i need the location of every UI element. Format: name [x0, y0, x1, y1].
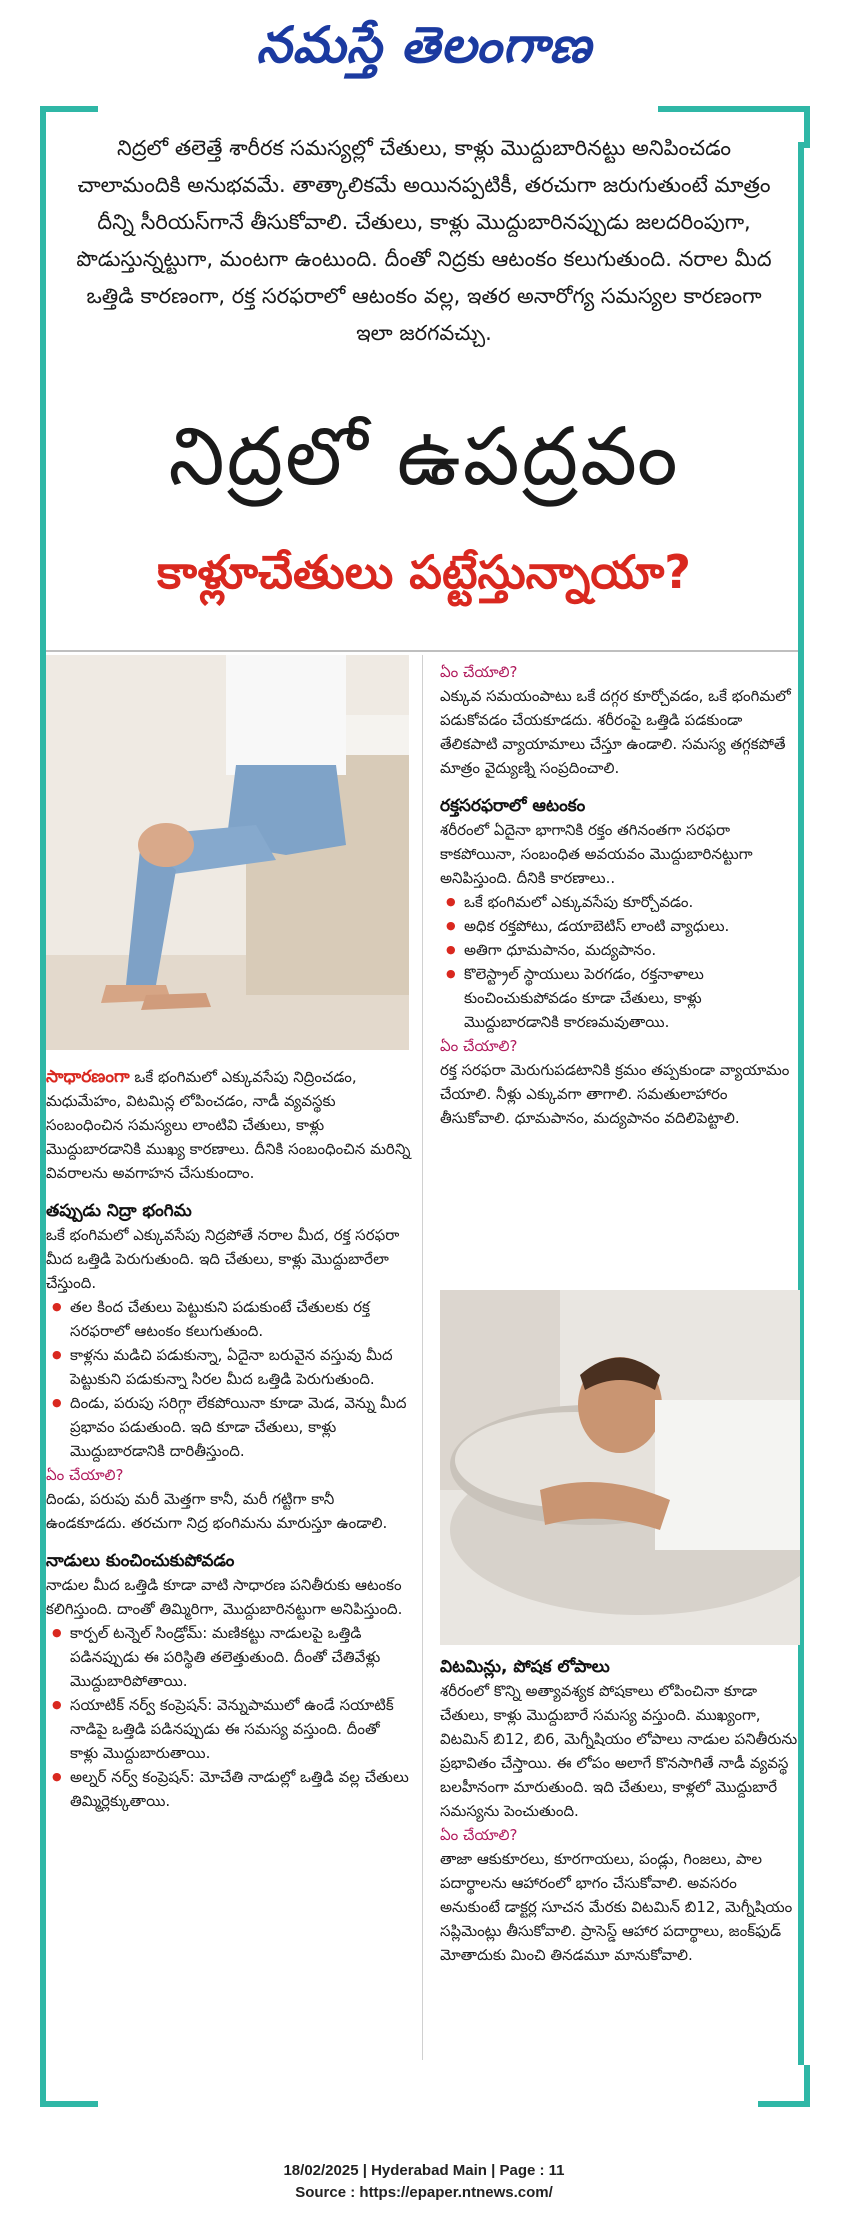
left-column [46, 1065, 412, 1813]
lead-text: ఒకే భంగిమలో ఎక్కువసేపు నిద్రించడం, మధుమేహం, విటమిన్ల లోపించడం, నాడీ వ్యవస్థకు సంబంధించిన సమస్యలు లాంటివి చేతులు, కాళ్లు మొద్దుబారడానికి ముఖ్య కారణాలు. దీనికి సంబంధించిన మరిన్ని వివరాలను అవగాహన చేసుకుందాం. [46, 1068, 411, 1182]
right-column-bottom [440, 1655, 800, 1967]
section-text-vitamins: శరీరంలో కొన్ని అత్యావశ్యక పోషకాలు లోపించినా కూడా చేతులు, కాళ్లు మొద్దుబారే సమస్య వస్తుంది. ముఖ్యంగా, విటమిన్ బి12, బి6, మెగ్నీషియం లోపాలు నాడుల పనితీరును ప్రభావితం చేస్తాయి. ఈ లోపం అలాగే కొనసాగితే నాడీ వ్యవస్థ బలహీనంగా మారుతుంది. ఇది చేతులు, కాళ్లలో మొద్దుబారే సమస్యను పెంచుతుంది. [440, 1682, 798, 1820]
list-item: ● కార్పల్ టన్నెల్ సిండ్రోమ్: మణికట్టు నాడులపై ఒత్తిడి పడినప్పుడు ఈ పరిస్థితి తలెత్తుతుంది. దీంతో చేతివేళ్లు మొద్దుబారిపోతాయి. [60, 1621, 412, 1693]
blood-bullets [440, 890, 800, 1034]
list-item: ● అధిక రక్తపోటు, డయాబెటిస్ లాంటి వ్యాధులు. [454, 914, 800, 938]
intro-paragraph: నిద్రలో తలెత్తే శారీరక సమస్యల్లో చేతులు, కాళ్లు మొద్దుబారినట్టు అనిపించడం చాలామందికి అనుభవమే. తాత్కాలికమే అయినప్పటికీ, తరచుగా జరుగుతుంటే మాత్రం దీన్ని సీరియస్‌గానే తీసుకోవాలి. చేతులు, కాళ్లు మొద్దుబారినప్పుడు జలదరింపుగా, పొడుస్తున్నట్టుగా, మంటగా ఉంటుంది. దీంతో నిద్రకు ఆటంకం కలుగుతుంది. నరాల మీద ఒత్తిడి కారణంగా, రక్త సరఫరాలో ఆటంకం వల్ల, ఇతర అనారోగ్య సమస్యల కారణంగా ఇలా జరగవచ్చు. [76, 136, 772, 345]
divider-rule [46, 650, 798, 652]
what-to-do-heading: ఏం చేయాలి? [46, 1466, 124, 1484]
section-title-vitamins: విటమిన్లు, పోషక లోపాలు [440, 1657, 610, 1677]
list-item: ● అల్నర్ నర్వ్ కంప్రెషన్: మోచేతి నాడుల్లో ఒత్తిడి వల్ల చేతులు తిమ్మిర్లెక్కుతాయి. [60, 1765, 412, 1813]
frame-corner-bottom-left [40, 2065, 98, 2107]
what-to-do-text: దిండు, పరుపు మరీ మెత్తగా కానీ, మరీ గట్టిగా కానీ ఉండకూడదు. తరచుగా నిద్ర భంగిమను మారుస్తూ ఉండాలి. [46, 1490, 388, 1532]
lead-word: సాధారణంగా [46, 1067, 130, 1087]
what-to-do-text: తాజా ఆకుకూరలు, కూరగాయలు, పండ్లు, గింజలు, పాల పదార్థాలను ఆహారంలో భాగం చేసుకోవాలి. అవసరం అనుకుంటే డాక్టర్ల సూచన మేరకు విటమిన్ బి12, మెగ్నీషియం సప్లిమెంట్లు తీసుకోవాలి. ప్రాసెస్డ్ ఆహార పదార్థాలు, జంక్‌ఫుడ్ మోతాదుకు మించి తినడమూ మానుకోవాలి. [440, 1850, 793, 1964]
list-item: ● ఒకే భంగిమలో ఎక్కువసేపు కూర్చోవడం. [454, 890, 800, 914]
list-item: ● తల కింద చేతులు పెట్టుకుని పడుకుంటే చేతులకు రక్త సరఫరాలో ఆటంకం కలుగుతుంది. [60, 1295, 412, 1343]
photo-man-sleeping [440, 1290, 800, 1645]
what-to-do-text: ఎక్కువ సమయంపాటు ఒకే దగ్గర కూర్చోవడం, ఒకే భంగిమలో పడుకోవడం చేయకూడదు. శరీరంపై ఒత్తిడి పడకుండా తేలికపాటి వ్యాయామాలు చేస్తూ ఉండాలి. సమస్య తగ్గకపోతే మాత్రం వైద్యుణ్ని సంప్రదించాలి. [440, 687, 791, 777]
photo-man-holding-leg [46, 655, 409, 1050]
nerve-bullets [46, 1621, 412, 1813]
section-text-posture: ఒకే భంగిమలో ఎక్కువసేపు నిద్రపోతే నరాల మీద, రక్త సరఫరా మీద ఒత్తిడి పెరుగుతుంది. ఇది చేతులు, కాళ్లు మొద్దుబారేలా చేస్తుంది. [46, 1226, 400, 1292]
left-intro [46, 1065, 412, 1185]
what-to-do-heading: ఏం చేయాలి? [440, 1826, 518, 1844]
right-column-top [440, 660, 800, 1130]
footer [0, 2160, 848, 2204]
what-to-do-heading: ఏం చేయాలి? [440, 1037, 518, 1055]
section-title-posture: తప్పుడు నిద్రా భంగిమ [46, 1201, 192, 1221]
section-text-blood: శరీరంలో ఏదైనా భాగానికి రక్తం తగినంతగా సరఫరా కాకపోయినా, సంబంధిత అవయవం మొద్దుబారినట్టుగా అనిపిస్తుంది. దీనికి కారణాలు.. [440, 821, 753, 887]
headline: నిద్రలో ఉపద్రవం [168, 410, 680, 503]
list-item: ● అతిగా ధూమపానం, మద్యపానం. [454, 938, 800, 962]
section-title-blood: రక్తసరఫరాలో ఆటంకం [440, 796, 586, 816]
posture-bullets [46, 1295, 412, 1463]
section-text-nerves: నాడుల మీద ఒత్తిడి కూడా వాటి సాధారణ పనితీరుకు ఆటంకం కలిగిస్తుంది. దాంతో తిమ్మిరిగా, మొద్దుబారినట్టుగా అనిపిస్తుంది. [46, 1576, 403, 1618]
subheadline: కాళ్లూచేతులు పట్టేస్తున్నాయా? [157, 545, 691, 599]
column-divider [422, 655, 423, 2060]
list-item: ● కొలెస్ట్రాల్ స్థాయులు పెరగడం, రక్తనాళాలు కుంచించుకుపోవడం కూడా చేతులు, కాళ్లు మొద్దుబారడానికి కారణమవుతాయి. [454, 962, 800, 1034]
what-to-do-heading: ఏం చేయాలి? [440, 663, 518, 681]
frame-corner-bottom-right [758, 2065, 810, 2107]
list-item: ● దిండు, పరుపు సరిగ్గా లేకపోయినా కూడా మెడ, వెన్ను మీద ప్రభావం పడుతుంది. ఇది కూడా చేతులు, కాళ్లు మొద్దుబారడానికి దారితీస్తుంది. [60, 1391, 412, 1463]
list-item: ● కాళ్లను మడిచి పడుకున్నా, ఏదైనా బరువైన వస్తువు మీద పెట్టుకుని పడుకున్నా సిరల మీద ఒత్తిడి పెరుగుతుంది. [60, 1343, 412, 1391]
footer-date-edition: 18/02/2025 | Hyderabad Main | Page : 11 [283, 2162, 565, 2179]
list-item: ● సయాటిక్ నర్వ్ కంప్రెషన్: వెన్నుపాములో ఉండే సయాటిక్ నాడిపై ఒత్తిడి పడినప్పుడు ఈ సమస్య వస్తుంది. దీంతో కాళ్లు మొద్దుబారుతాయి. [60, 1693, 412, 1765]
section-title-nerves: నాడులు కుంచించుకుపోవడం [46, 1551, 235, 1571]
what-to-do-text: రక్త సరఫరా మెరుగుపడటానికి క్రమం తప్పకుండా వ్యాయామం చేయాలి. నీళ్లు ఎక్కువగా తాగాలి. సమతులాహారం తీసుకోవాలి. ధూమపానం, మద్యపానం వదిలిపెట్టాలి. [440, 1061, 790, 1127]
footer-source: Source : https://epaper.ntnews.com/ [295, 2184, 553, 2201]
masthead-logo: నమస్తే తెలంగాణ [256, 15, 592, 74]
